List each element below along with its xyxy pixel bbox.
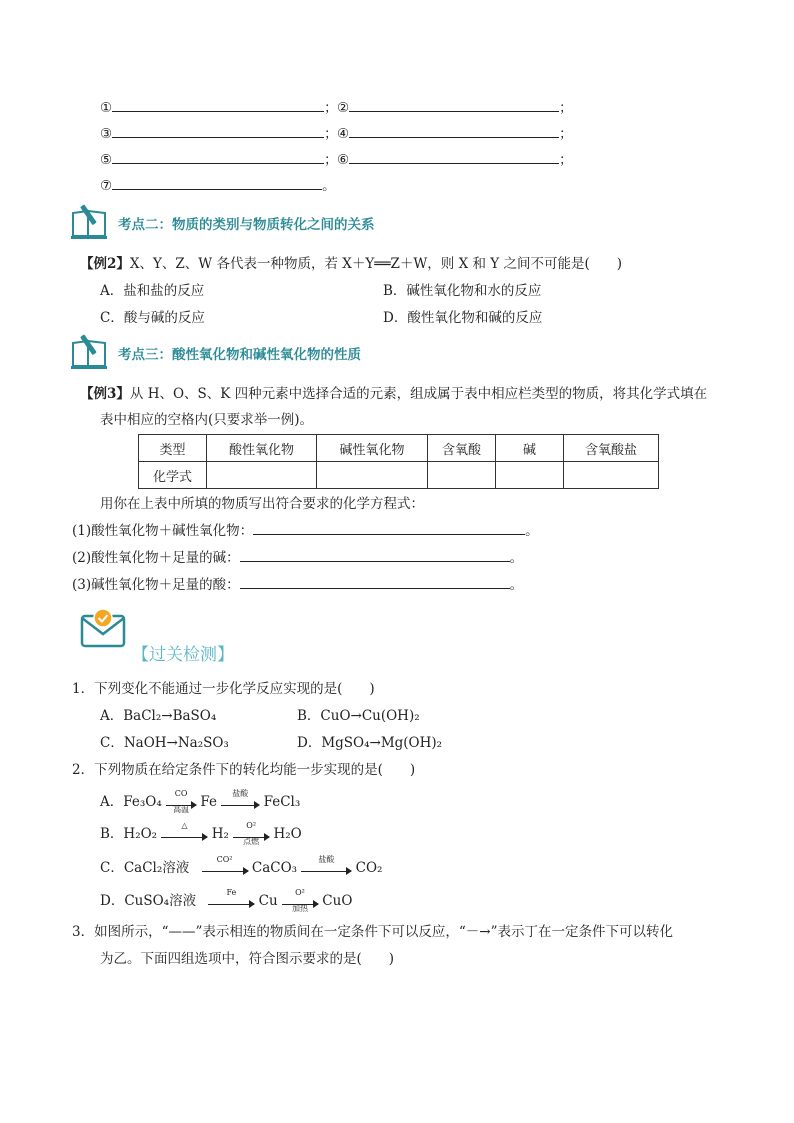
table-header: 酸性氧化物	[207, 435, 317, 462]
intermediate: Fe	[200, 794, 217, 810]
equation-1	[72, 519, 539, 539]
section-title: 考点三：酸性氧化物和碱性氧化物的性质	[118, 347, 361, 363]
fill-end: ；	[324, 126, 338, 142]
reaction-arrow	[161, 821, 207, 838]
answer-cell[interactable]	[428, 462, 496, 489]
answer-blank[interactable]	[112, 175, 322, 190]
arrow-condition: △	[181, 821, 188, 830]
reaction-arrow	[166, 789, 196, 814]
arrow-condition: 盐酸	[232, 789, 249, 798]
option-b[interactable]: B．碱性氧化物和水的反应	[383, 283, 542, 299]
fill-num: ④	[337, 126, 350, 142]
table-header-row	[139, 435, 659, 462]
fill-num: ②	[337, 100, 350, 116]
reaction-arrow	[202, 855, 248, 872]
fill-line-5[interactable]	[100, 148, 338, 168]
reactant: B．H₂O₂	[100, 826, 158, 842]
equation-label: (3)碱性氧化物＋足量的酸：	[72, 577, 240, 593]
arrow-condition: 加热	[292, 904, 308, 913]
question-3-line1: 3．如图所示，“——”表示相连的物质间在一定条件下可以反应，“－→”表示丁在一定条件下可以转化	[72, 924, 674, 940]
table-header: 类型	[139, 435, 207, 462]
arrow-condition: O²	[295, 888, 305, 897]
option-d[interactable]: D．酸性氧化物和碱的反应	[383, 310, 543, 326]
fill-line-3[interactable]	[100, 122, 338, 142]
fill-end: ；	[324, 100, 338, 116]
answer-blank[interactable]	[253, 520, 525, 535]
equation-label: (1)酸性氧化物＋碱性氧化物：	[72, 523, 254, 539]
fill-end: ；	[559, 100, 573, 116]
book-pen-icon	[70, 203, 108, 239]
clipboard-check-icon	[80, 604, 126, 648]
answer-blank[interactable]	[112, 97, 324, 112]
question-3-line2: 为乙。下面四组选项中，符合图示要求的是( )	[100, 951, 395, 967]
example3-stem-cont: 表中相应的空格内(只要求举一例)。	[100, 412, 314, 428]
fill-end: ；	[559, 126, 573, 142]
product: CuO	[322, 893, 353, 909]
arrow-condition: Fe	[226, 888, 237, 897]
arrow-condition: CO²	[216, 855, 233, 864]
arrow-condition: 盐酸	[318, 855, 335, 864]
reactant: C．CaCl₂溶液	[100, 860, 190, 876]
reaction-arrow	[301, 855, 351, 872]
example3-instruction: 用你在上表中所填的物质写出符合要求的化学方程式：	[100, 496, 424, 512]
q1-option-a[interactable]: A．BaCl₂→BaSO₄	[100, 708, 217, 724]
fill-num: ⑥	[337, 152, 350, 168]
example-label: 【例3】	[80, 386, 130, 402]
q2-option-d[interactable]	[100, 888, 353, 913]
q1-option-b[interactable]: B．CuO→Cu(OH)₂	[297, 708, 420, 724]
arrow-condition: CO	[174, 789, 188, 798]
fill-end: ；	[559, 152, 573, 168]
answer-cell[interactable]	[564, 462, 659, 489]
fill-line-7[interactable]	[100, 174, 336, 194]
q1-option-d[interactable]: D．MgSO₄→Mg(OH)₂	[297, 735, 443, 751]
reaction-arrow	[208, 888, 254, 905]
product: CO₂	[355, 860, 383, 876]
element-table	[138, 434, 659, 489]
arrow-condition: 高温	[173, 805, 190, 814]
answer-blank[interactable]	[349, 97, 559, 112]
equation-label: (2)酸性氧化物＋足量的碱：	[72, 550, 240, 566]
example-label: 【例2】	[80, 256, 130, 272]
equation-end: 。	[509, 550, 524, 566]
equation-3	[72, 573, 523, 593]
example-text: X、Y、Z、W 各代表一种物质，若 X＋Y══Z＋W，则 X 和 Y 之间不可能是( )	[129, 256, 623, 272]
reaction-arrow	[221, 789, 259, 806]
row-label: 化学式	[139, 462, 207, 489]
intermediate: CaCO₃	[251, 860, 298, 876]
equation-end: 。	[525, 523, 539, 539]
answer-blank[interactable]	[349, 149, 559, 164]
example-text: 从 H、O、S、K 四种元素中选择合适的元素，组成属于表中相应栏类型的物质，将其化学式填在	[129, 386, 708, 402]
fill-num: ③	[100, 126, 113, 142]
reactant: D．CuSO₄溶液	[100, 893, 197, 909]
fill-end: ；	[324, 152, 338, 168]
section-title: 考点二：物质的类别与物质转化之间的关系	[118, 217, 375, 233]
reaction-arrow	[233, 821, 269, 846]
fill-num: ①	[100, 100, 113, 116]
example2-stem	[80, 252, 622, 272]
check-title: 【过关检测】	[132, 645, 234, 665]
fill-line-1[interactable]	[100, 96, 338, 116]
fill-line-2[interactable]	[337, 96, 573, 116]
product: H₂O	[273, 826, 302, 842]
intermediate: H₂	[211, 826, 229, 842]
answer-blank[interactable]	[112, 149, 324, 164]
intermediate: Cu	[258, 893, 278, 909]
example3-stem	[80, 382, 707, 402]
fill-end: 。	[322, 178, 336, 194]
fill-line-6[interactable]	[337, 148, 573, 168]
question-2-stem: 2．下列物质在给定条件下的转化均能一步实现的是( )	[72, 762, 416, 778]
table-row	[139, 462, 659, 489]
answer-blank[interactable]	[349, 123, 559, 138]
answer-blank[interactable]	[240, 574, 510, 589]
reaction-arrow	[282, 888, 318, 913]
answer-cell[interactable]	[496, 462, 564, 489]
fill-num: ⑤	[100, 152, 113, 168]
reactant: A．Fe₃O₄	[100, 794, 162, 810]
answer-blank[interactable]	[240, 547, 510, 562]
product: FeCl₃	[263, 794, 301, 810]
table-header: 含氧酸	[428, 435, 496, 462]
fill-line-4[interactable]	[337, 122, 573, 142]
option-a[interactable]: A．盐和盐的反应	[100, 283, 205, 299]
table-header: 含氧酸盐	[564, 435, 659, 462]
book-pen-icon	[70, 333, 108, 369]
fill-num: ⑦	[100, 178, 113, 194]
q2-option-c[interactable]	[100, 856, 382, 876]
q1-option-c[interactable]: C．NaOH→Na₂SO₃	[100, 735, 229, 751]
table-header: 碱性氧化物	[317, 435, 428, 462]
answer-blank[interactable]	[112, 123, 324, 138]
answer-cell[interactable]	[207, 462, 317, 489]
option-c[interactable]: C．酸与碱的反应	[100, 310, 205, 326]
question-1-stem: 1．下列变化不能通过一步化学反应实现的是( )	[72, 681, 375, 697]
table-header: 碱	[496, 435, 564, 462]
q2-option-b[interactable]	[100, 821, 302, 846]
arrow-condition: 点燃	[243, 837, 260, 846]
q2-option-a[interactable]	[100, 789, 301, 814]
equation-end: 。	[509, 577, 524, 593]
answer-cell[interactable]	[317, 462, 428, 489]
equation-2	[72, 546, 523, 566]
arrow-condition: O²	[246, 821, 257, 830]
